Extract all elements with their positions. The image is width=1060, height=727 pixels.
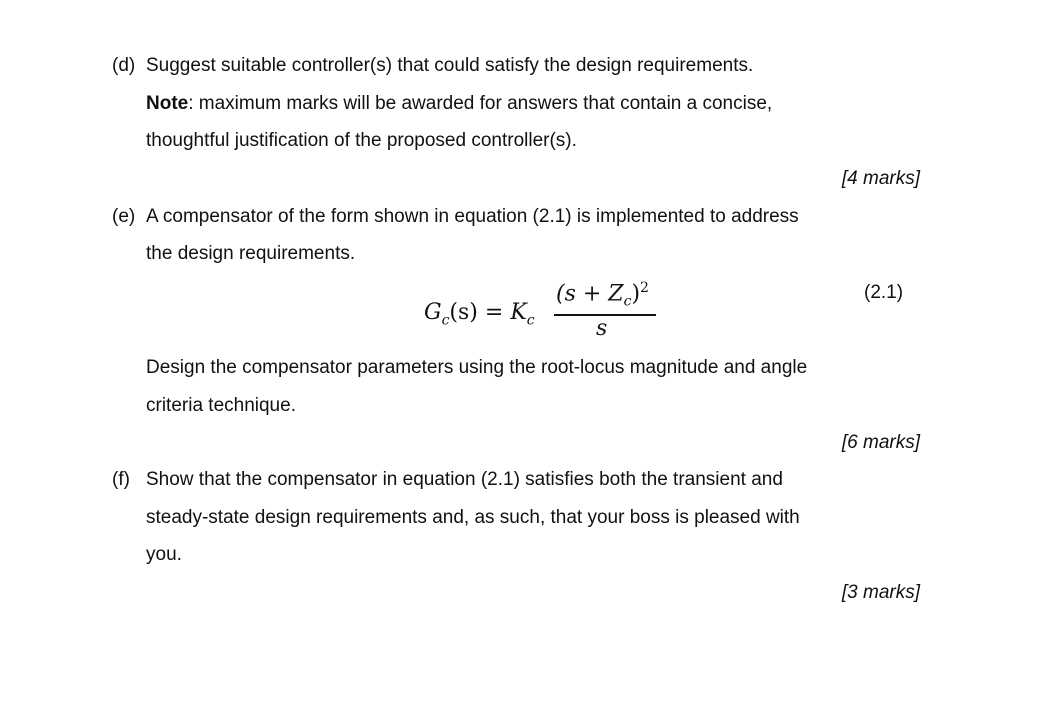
equation-number: (2.1) bbox=[864, 282, 904, 303]
eq-g-sub: c bbox=[441, 312, 450, 329]
note-label: Note bbox=[146, 93, 189, 114]
eq-k: K bbox=[510, 300, 527, 325]
part-f-line-1: Show that the compensator in equation (2.1) satisfies both the transient and bbox=[146, 469, 783, 490]
part-f-line-3: you. bbox=[146, 544, 182, 565]
part-d-question: Suggest suitable controller(s) that could satisfy the design requirements. bbox=[146, 55, 754, 76]
eq-num-sub: c bbox=[623, 293, 632, 310]
equation-numerator bbox=[556, 280, 649, 310]
part-f-marks: [3 marks] bbox=[841, 582, 920, 603]
part-e-line-4: criteria technique. bbox=[146, 395, 296, 416]
equation-denominator: s bbox=[596, 316, 608, 341]
part-d-label: (d) bbox=[112, 55, 136, 76]
equation-lhs bbox=[424, 300, 535, 328]
eq-num-exp: 2 bbox=[640, 280, 649, 296]
eq-g: G bbox=[424, 300, 442, 325]
note-text: : maximum marks will be awarded for answers that contain a concise, bbox=[188, 93, 773, 114]
part-e-line-1: A compensator of the form shown in equation (2.1) is implemented to address bbox=[146, 206, 799, 227]
eq-num-close: ) bbox=[631, 281, 641, 307]
eq-arg: (s) = bbox=[449, 300, 511, 325]
compensator-equation bbox=[424, 278, 664, 348]
part-e-line-2: the design requirements. bbox=[146, 243, 356, 264]
part-f-label: (f) bbox=[112, 469, 130, 490]
part-d-note-continued: thoughtful justification of the proposed controller(s). bbox=[146, 130, 577, 151]
part-f-line-2: steady-state design requirements and, as such, that your boss is pleased with bbox=[146, 507, 800, 528]
eq-k-sub: c bbox=[526, 312, 535, 329]
eq-num-open: (s + Z bbox=[556, 281, 624, 307]
part-e-label: (e) bbox=[112, 206, 136, 227]
part-d-marks: [4 marks] bbox=[841, 168, 920, 189]
part-e-line-3: Design the compensator parameters using the root-locus magnitude and angle bbox=[146, 357, 808, 378]
part-d-note bbox=[146, 92, 772, 116]
part-e-marks: [6 marks] bbox=[841, 432, 920, 453]
